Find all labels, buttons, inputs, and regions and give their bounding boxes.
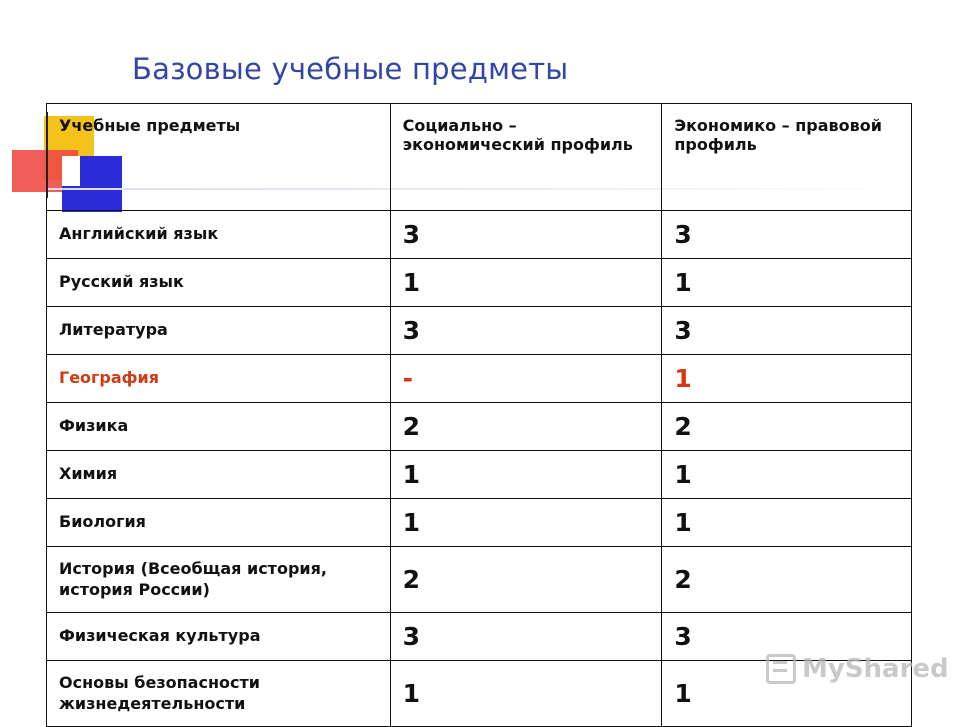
subject-cell: История (Всеобщая история, история России) xyxy=(47,547,391,613)
table-row xyxy=(47,403,912,451)
economic-legal-hours-cell: 1 xyxy=(662,661,912,727)
social-economic-hours-cell: - xyxy=(390,355,662,403)
page-title: Базовые учебные предметы xyxy=(132,52,569,86)
social-economic-hours-cell: 3 xyxy=(390,307,662,355)
social-economic-hours-cell: 3 xyxy=(390,211,662,259)
social-economic-hours-cell: 1 xyxy=(390,259,662,307)
subject-cell: География xyxy=(47,355,391,403)
subject-cell: Физическая культура xyxy=(47,613,391,661)
economic-legal-hours-cell: 3 xyxy=(662,613,912,661)
social-economic-hours-cell: 2 xyxy=(390,403,662,451)
watermark xyxy=(766,654,949,684)
subject-cell: Физика xyxy=(47,403,391,451)
social-economic-hours-cell: 1 xyxy=(390,451,662,499)
watermark-text: MyShared xyxy=(802,654,949,684)
header-subjects: Учебные предметы xyxy=(47,104,391,211)
subject-cell: Химия xyxy=(47,451,391,499)
table-row xyxy=(47,547,912,613)
economic-legal-hours-cell: 1 xyxy=(662,259,912,307)
economic-legal-hours-cell: 3 xyxy=(662,307,912,355)
social-economic-hours-cell: 2 xyxy=(390,547,662,613)
social-economic-hours-cell: 1 xyxy=(390,661,662,727)
subject-cell: Английский язык xyxy=(47,211,391,259)
myshared-logo-icon xyxy=(766,654,796,684)
table-row xyxy=(47,211,912,259)
table-row xyxy=(47,307,912,355)
decor-vertical-line xyxy=(46,112,48,198)
table-row xyxy=(47,499,912,547)
table-row xyxy=(47,451,912,499)
economic-legal-hours-cell: 1 xyxy=(662,451,912,499)
header-economic-legal-profile: Экономико – правовой профиль xyxy=(662,104,912,211)
subject-cell: Литература xyxy=(47,307,391,355)
economic-legal-hours-cell: 3 xyxy=(662,211,912,259)
header-social-economic-profile: Социально – экономический профиль xyxy=(390,104,662,211)
table-row xyxy=(47,259,912,307)
table-row-highlighted xyxy=(47,355,912,403)
economic-legal-hours-cell: 2 xyxy=(662,547,912,613)
social-economic-hours-cell: 1 xyxy=(390,499,662,547)
social-economic-hours-cell: 3 xyxy=(390,613,662,661)
table-header-row xyxy=(47,104,912,211)
economic-legal-hours-cell: 1 xyxy=(662,355,912,403)
subject-cell: Биология xyxy=(47,499,391,547)
subjects-table xyxy=(46,103,912,727)
subject-cell: Русский язык xyxy=(47,259,391,307)
subject-cell: Основы безопасности жизнедеятельности xyxy=(47,661,391,727)
economic-legal-hours-cell: 1 xyxy=(662,499,912,547)
economic-legal-hours-cell: 2 xyxy=(662,403,912,451)
